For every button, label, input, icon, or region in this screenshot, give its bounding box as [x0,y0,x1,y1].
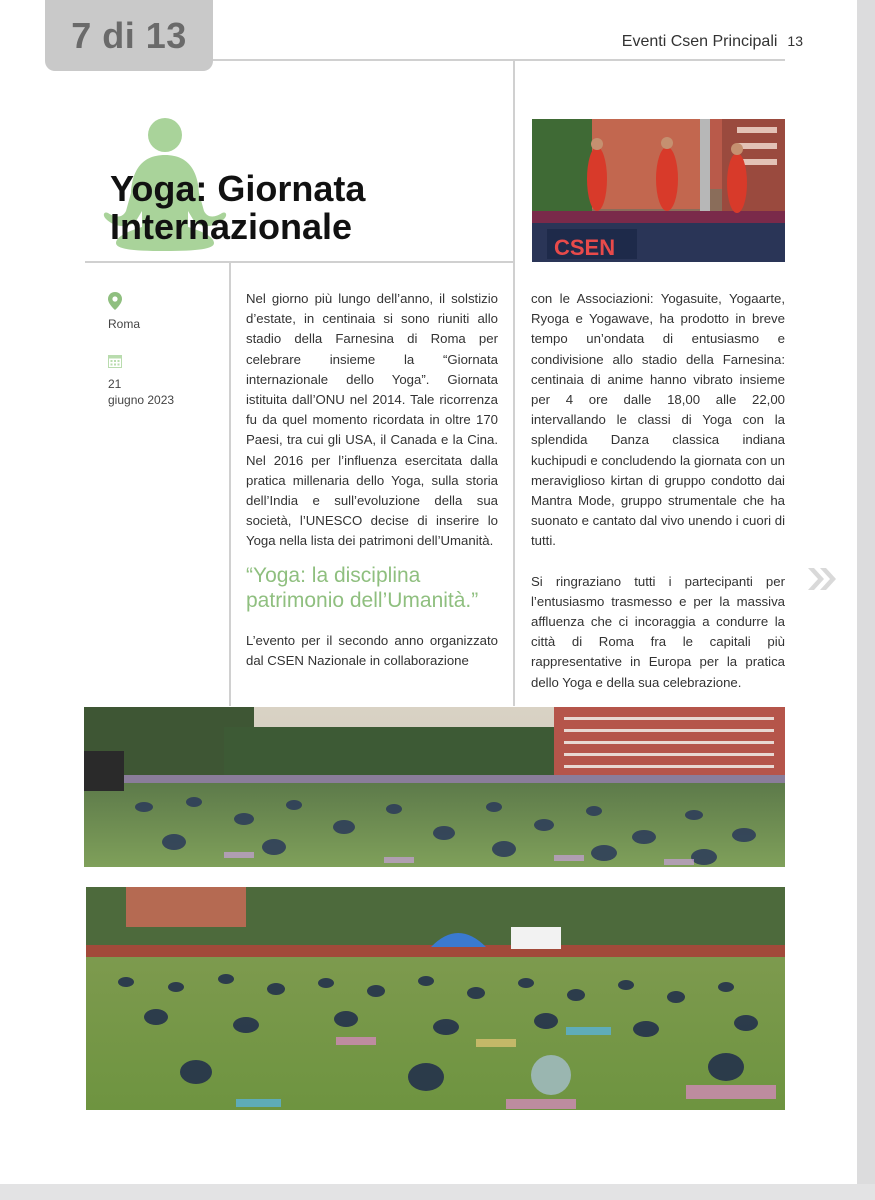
article-column-1-continued [246,631,498,691]
article-column-2 [531,289,785,713]
section-title: Eventi Csen Principali [621,33,778,50]
column-2-paragraph-1: con le Associazioni: Yogasuite, Yogaarte, Ryoga e Yogawave, ha prodotto in breve tempo un’ondata di entusiasmo e condivisione allo stadio della Farnesina: centinaia di anime hanno vibrato insieme per 4 ore dalle 18,00 alle 22,00 intervallando le classi di Yoga con la splendida Danza classica indiana kuchipudi e concludendo la giornata con un meraviglioso kirtan di gruppo condotto dai Mantra Mode, gruppo strumentale che ha suonato e cantato dal vivo unendo i cuori di tutti. [531,291,785,549]
map-pin-icon [108,292,122,310]
page-header [622,33,803,51]
pull-quote: “Yoga: la disciplina patrimonio dell’Umanità.” [246,564,479,612]
column-divider-right [513,61,515,706]
column-2-paragraph-2: Si ringraziano tutti i partecipanti per l’entusiasmo trasmesso e per la massiva affluenza che ci incoraggia a condurre la città di Roma fra le capitali più rappresentative in Europa per la pratica dello Yoga e della sua celebrazione. [531,573,785,690]
stage-banner-text: CSEN [554,235,616,260]
page-counter-badge [45,0,213,71]
dancers-stage-photo [532,119,785,262]
column-divider-left [229,262,231,706]
article-column-1 [246,289,498,572]
page-edge-right [857,0,875,1200]
column-1-paragraph-1: Nel giorno più lungo dell’anno, il solstizio d’estate, in centinaia si sono riuniti allo stadio della Farnesina di Roma per celebrare insieme la “Giornata internazionale dello Yoga”. Giornata istituita dall’ONU nel 2014. Tale ricorrenza fu da quel momento ricordata in oltre 170 Paesi, tra cui gli USA, il Canada e la Cina. Nel 2016 per l’influenza esercitata dalla pratica millenaria dello Yoga, sulla storia dell’India e sull’evoluzione della sua società, l’UNESCO decise di inserire lo Yoga nella lista dei patrimoni dell’Umanità. [246,291,498,549]
event-location: Roma [108,317,141,331]
article-title [110,170,365,246]
double-chevron-right-icon[interactable] [806,566,838,592]
title-rule [85,261,515,263]
yoga-crowd-photo-2 [86,887,785,1110]
title-line-2: Internazionale [110,206,353,247]
title-line-1: Yoga: Giornata [110,168,366,209]
calendar-icon [108,354,122,368]
header-rule [213,59,785,61]
event-date-day: 21 [108,377,122,391]
yoga-crowd-photo-1 [84,707,785,867]
page-number: 13 [787,33,803,49]
event-date [108,376,174,408]
page-edge-bottom [0,1184,875,1200]
page-counter-text: 7 di 13 [71,14,187,56]
event-date-month: giugno 2023 [108,393,175,407]
column-1-paragraph-2: L’evento per il secondo anno organizzato dal CSEN Nazionale in collaborazione [246,633,498,669]
